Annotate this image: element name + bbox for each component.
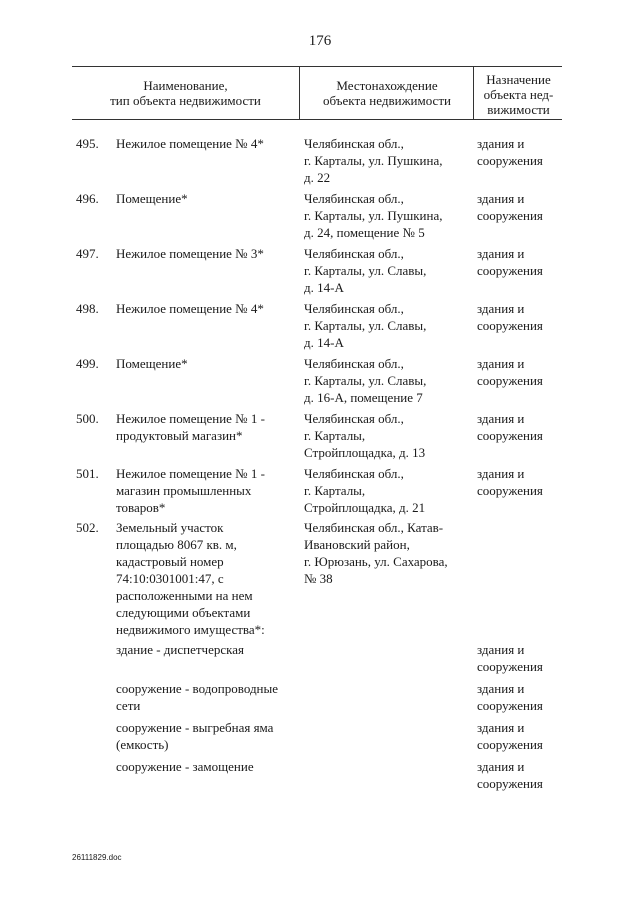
row-number: 499. — [76, 356, 99, 371]
row-number: 498. — [76, 301, 99, 316]
row-name: Нежилое помещение № 1 - магазин промышленных товаров* — [116, 466, 265, 515]
row-number: 496. — [76, 191, 99, 206]
row-location: Челябинская обл., г. Карталы, ул. Славы, д. 16-А, помещение 7 — [304, 356, 427, 405]
subrow-name: сооружение - водопроводные сети — [116, 681, 279, 713]
row-purpose: здания и сооружения — [477, 411, 543, 443]
footer-filename: 26111829.doc — [72, 853, 122, 862]
row-number: 501. — [76, 466, 99, 481]
subrow-purpose: здания и сооружения — [477, 681, 543, 713]
row-name: Помещение* — [116, 356, 188, 371]
row-location: Челябинская обл., г. Карталы, Стройплощадка, д. 13 — [304, 411, 426, 460]
row-purpose: здания и сооружения — [477, 466, 543, 498]
row-location: Челябинская обл., г. Карталы, ул. Пушкина, д. 22 — [304, 136, 443, 185]
header-name: Наименование, тип объекта недвижимости — [110, 78, 261, 108]
subrow-name: сооружение - выгребная яма (емкость) — [116, 720, 274, 752]
row-location: Челябинская обл., г. Карталы, ул. Славы, д. 14-А — [304, 301, 427, 350]
row-name: Помещение* — [116, 191, 188, 206]
page-number: 176 — [308, 33, 332, 49]
row-location: Челябинская обл., г. Карталы, ул. Пушкина, д. 24, помещение № 5 — [304, 191, 443, 240]
row-location: Челябинская обл., г. Карталы, Стройплощадка, д. 21 — [304, 466, 426, 515]
row-location: Челябинская обл., Катав- Ивановский район, г. Юрюзань, ул. Сахарова, № 38 — [304, 520, 448, 586]
row-name: Земельный участок площадью 8067 кв. м, кадастровый номер 74:10:0301001:47, с расположенными на нем следующими объектами недвижимого имущества*: — [116, 520, 265, 637]
subrow-purpose: здания и сооружения — [477, 720, 543, 752]
subrow-name: сооружение - замощение — [116, 759, 254, 774]
table-header — [72, 66, 562, 120]
subrow-name: здание - диспетчерская — [116, 642, 244, 657]
row-name: Нежилое помещение № 4* — [116, 301, 264, 316]
row-number: 502. — [76, 520, 99, 535]
header-purpose: Назначение объекта нед- вижимости — [473, 67, 563, 120]
row-number: 500. — [76, 411, 99, 426]
row-name: Нежилое помещение № 3* — [116, 246, 264, 261]
row-purpose: здания и сооружения — [477, 246, 543, 278]
row-purpose: здания и сооружения — [477, 301, 543, 333]
row-name: Нежилое помещение № 4* — [116, 136, 264, 151]
row-purpose: здания и сооружения — [477, 136, 543, 168]
header-location: Местонахождение объекта недвижимости — [299, 67, 474, 119]
row-number: 495. — [76, 136, 99, 151]
row-purpose: здания и сооружения — [477, 356, 543, 388]
subrow-purpose: здания и сооружения — [477, 759, 543, 791]
subrow-purpose: здания и сооружения — [477, 642, 543, 674]
row-number: 497. — [76, 246, 99, 261]
row-location: Челябинская обл., г. Карталы, ул. Славы, д. 14-А — [304, 246, 427, 295]
row-purpose: здания и сооружения — [477, 191, 543, 223]
row-name: Нежилое помещение № 1 - продуктовый магазин* — [116, 411, 265, 443]
